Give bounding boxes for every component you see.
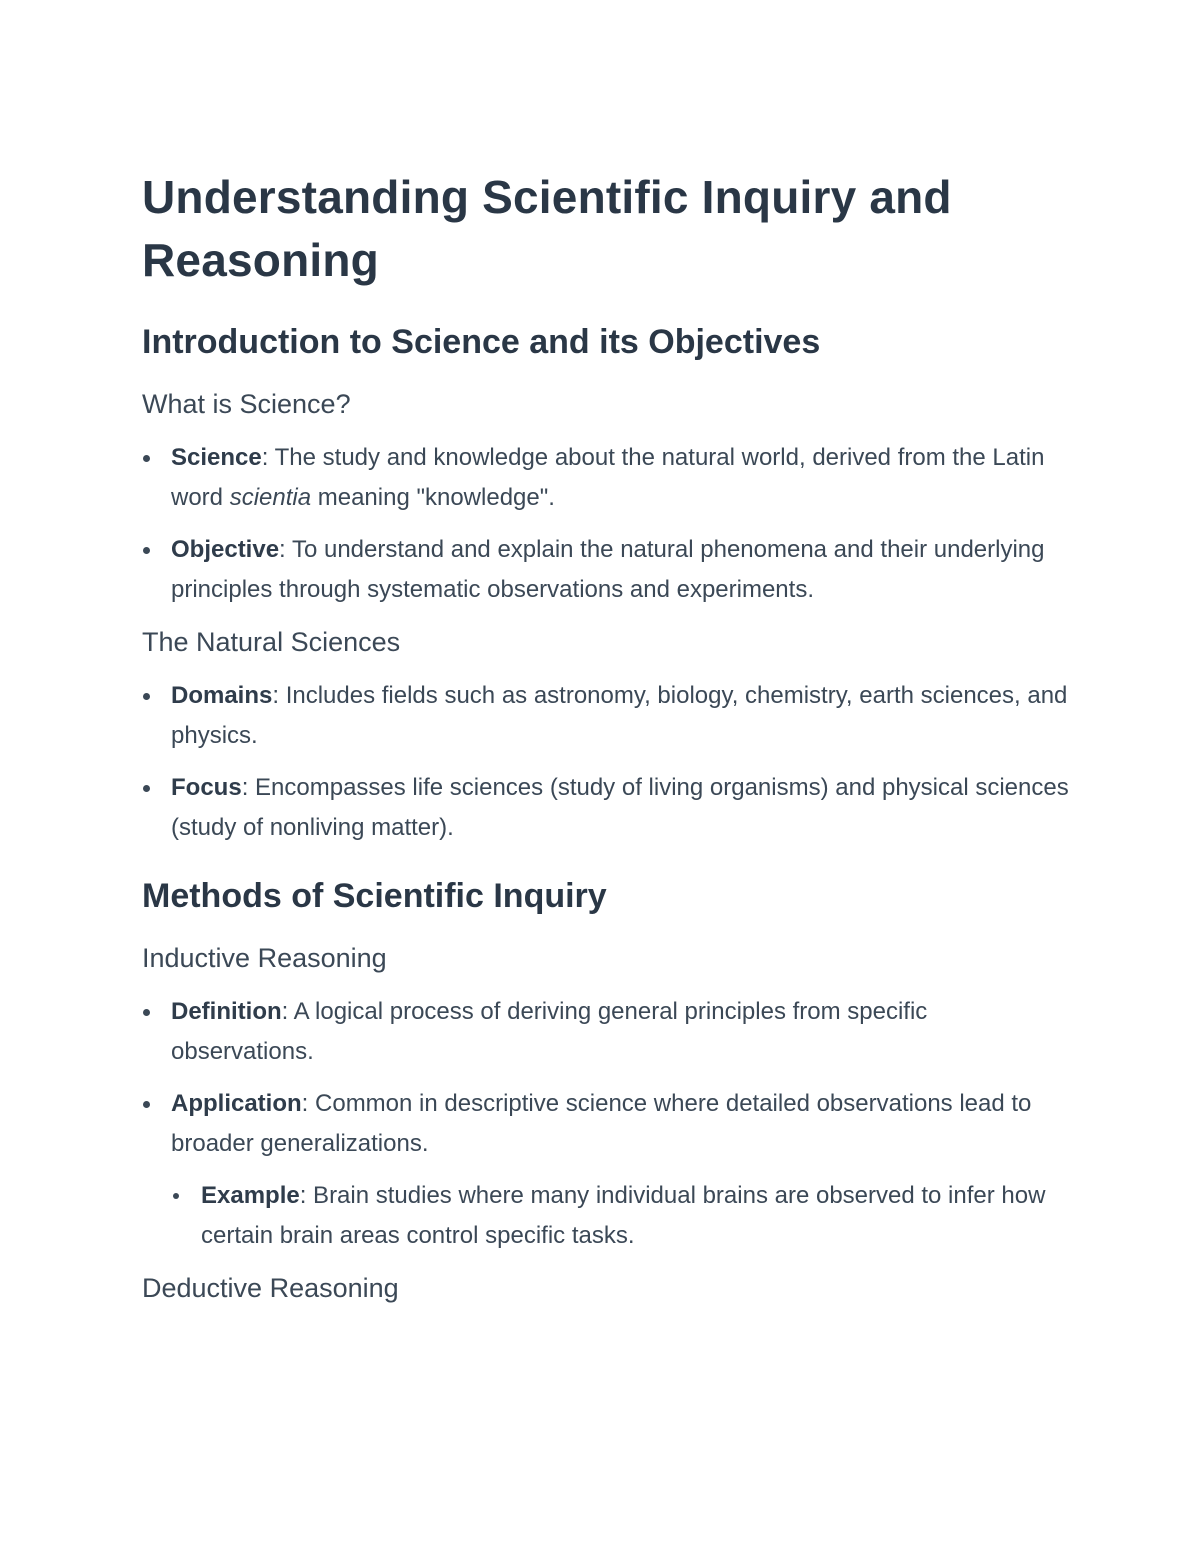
section-heading-introduction: Introduction to Science and its Objectives: [142, 323, 821, 361]
bullet-dot-icon: [143, 1101, 150, 1108]
bullet-dot-icon: [143, 785, 150, 792]
subsection-heading-deductive-reasoning: Deductive Reasoning: [142, 1273, 399, 1303]
bullet-dot-icon: [143, 547, 150, 554]
subsection-heading-inductive-reasoning: Inductive Reasoning: [142, 943, 387, 973]
list-item-text: : Common in descriptive science where detailed observations lead to broader generalizations.: [171, 1090, 1032, 1157]
list-item-emphasis: scientia: [229, 484, 312, 511]
list-item-text: : To understand and explain the natural phenomena and their underlying principles through systematic observations and experiments.: [171, 536, 1045, 603]
list-item-term: Example: [201, 1182, 300, 1209]
document-page: [142, 166, 1072, 1306]
list-item-text: : Encompasses life sciences (study of living organisms) and physical sciences (study of nonliving matter).: [171, 774, 1069, 841]
bullet-dot-icon: [143, 1009, 150, 1016]
nested-bullet-list: [171, 1176, 1072, 1256]
list-item-text: : Brain studies where many individual brains are observed to infer how certain brain areas control specific tasks.: [201, 1182, 1046, 1249]
list-item-example: [171, 1176, 1072, 1256]
list-item-focus: [142, 768, 1072, 848]
list-item-text: : Includes fields such as astronomy, biology, chemistry, earth sciences, and physics.: [171, 682, 1068, 749]
bullet-dot-icon: [173, 1193, 179, 1199]
list-item-domains: [142, 676, 1072, 756]
bullet-list-natural-sciences: [142, 676, 1072, 848]
section-heading-methods: Methods of Scientific Inquiry: [142, 877, 607, 915]
list-item-term: Definition: [171, 998, 282, 1025]
list-item-term: Application: [171, 1090, 302, 1117]
list-item-application: [142, 1084, 1072, 1256]
subsection-heading-what-is-science: What is Science?: [142, 389, 351, 419]
list-item-text: : A logical process of deriving general principles from specific observations.: [171, 998, 928, 1065]
list-item-term: Science: [171, 444, 262, 471]
list-item-objective: [142, 530, 1072, 610]
bullet-list-what-is-science: [142, 438, 1072, 610]
list-item-term: Focus: [171, 774, 242, 801]
list-item-definition: [142, 992, 1072, 1072]
list-item-term: Domains: [171, 682, 273, 709]
list-item-text: : The study and knowledge about the natural world, derived from the Latin word: [171, 444, 1045, 511]
list-item-term: Objective: [171, 536, 280, 563]
document-title: Understanding Scientific Inquiry and Reasoning: [142, 171, 952, 286]
subsection-heading-natural-sciences: The Natural Sciences: [142, 627, 401, 657]
list-item-text: meaning "knowledge".: [311, 484, 555, 511]
bullet-dot-icon: [143, 455, 150, 462]
bullet-list-inductive-reasoning: [142, 992, 1072, 1256]
bullet-dot-icon: [143, 693, 150, 700]
list-item-science: [142, 438, 1072, 518]
